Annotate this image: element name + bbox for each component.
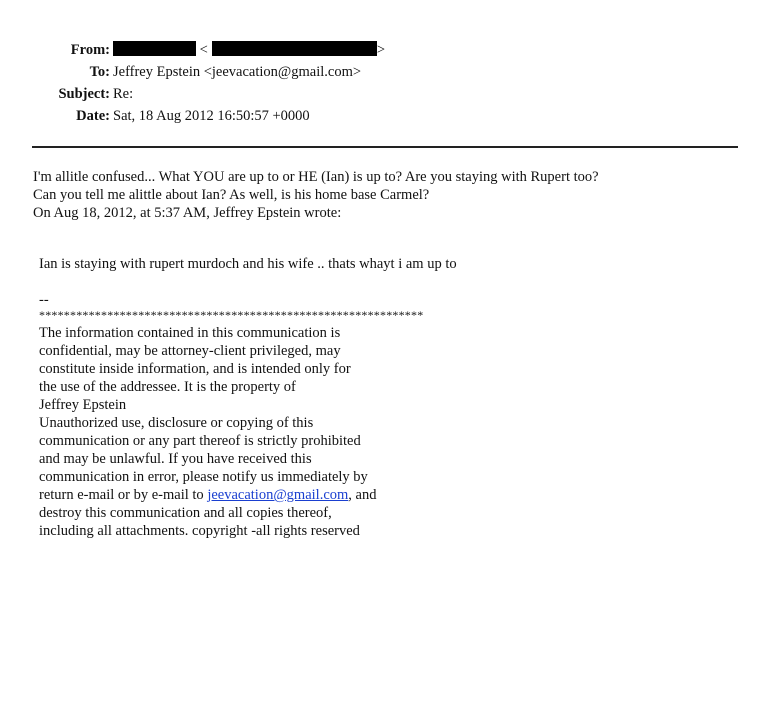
disclaimer-line: communication in error, please notify us immediately by [39,469,368,485]
reply-line: I'm allitle confused... What YOU are up to or HE (Ian) is up to? Are you staying with Rupert too? [33,169,599,185]
signature-stars: ************************************************************** [39,308,424,322]
redacted-sender-name [113,41,196,56]
reply-line: Can you tell me alittle about Ian? As well, is his home base Carmel? [33,187,430,203]
subject-label: Subject: [58,86,110,102]
disclaimer-line: and may be unlawful. If you have received this [39,451,312,467]
disclaimer-line: Unauthorized use, disclosure or copying of this [39,415,314,431]
signature-dashes: -- [39,292,49,308]
to-value: Jeffrey Epstein <jeevacation@gmail.com> [113,64,362,80]
date-label: Date: [76,108,110,124]
from-lt: < [199,42,208,58]
quoted-message: Ian is staying with rupert murdoch and his wife .. thats whayt i am up to [39,256,457,272]
redacted-sender-email [212,41,377,56]
disclaimer-line: the use of the addressee. It is the property of [39,379,296,395]
disclaimer-line: confidential, may be attorney-client privileged, may [39,343,341,359]
date-row [0,106,782,126]
email-line-prefix: return e-mail or by e-mail to [39,487,208,503]
disclaimer-line: Jeffrey Epstein [39,397,127,413]
from-gt: > [376,42,385,58]
header-divider [32,146,738,148]
disclaimer-email-line [39,486,376,504]
reply-line: On Aug 18, 2012, at 5:37 AM, Jeffrey Epstein wrote: [33,205,342,221]
email-line-suffix: , and [348,487,377,503]
from-label: From: [70,42,110,58]
date-value: Sat, 18 Aug 2012 16:50:57 +0000 [113,108,310,124]
to-label: To: [89,64,110,80]
email-link[interactable]: jeevacation@gmail.com [207,487,349,503]
from-value [113,40,385,60]
subject-value: Re: [113,86,134,102]
disclaimer-line: destroy this communication and all copies thereof, [39,505,332,521]
disclaimer-line: including all attachments. copyright -all rights reserved [39,523,360,539]
to-row [0,62,782,82]
from-row [0,40,782,60]
disclaimer-line: constitute inside information, and is intended only for [39,361,351,377]
subject-row [0,84,782,104]
disclaimer-line: communication or any part thereof is strictly prohibited [39,433,361,449]
disclaimer-line: The information contained in this communication is [39,325,341,341]
